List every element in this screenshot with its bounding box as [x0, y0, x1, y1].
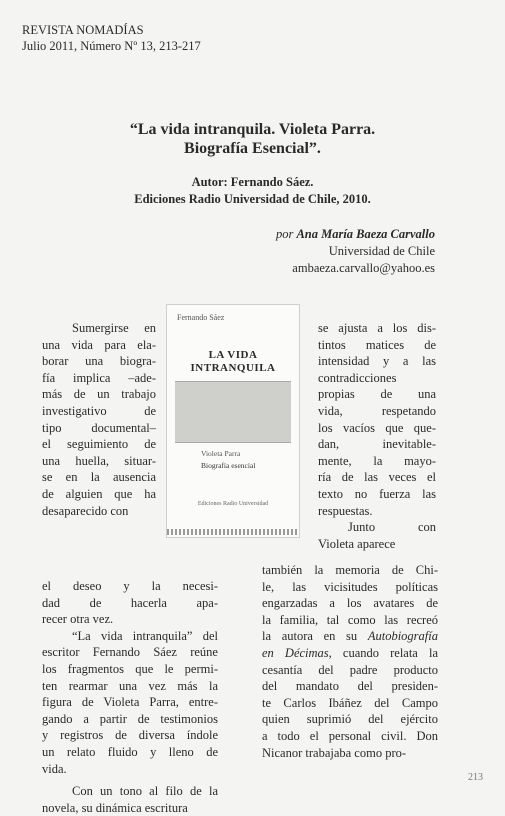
text-line: ría de las veces el — [318, 470, 436, 485]
text-line: Violeta aparece — [318, 536, 396, 551]
text-line: escritor Fernando Sáez reúne — [42, 645, 218, 660]
text-line: los fragmentos que le permi- — [42, 661, 218, 676]
text-line: dad de hacerla apa- — [42, 595, 218, 610]
text-line: el deseo y la necesi- — [42, 579, 218, 593]
cover-title-1: LA VIDA — [208, 349, 258, 361]
review-title — [0, 120, 505, 158]
body-column-a — [42, 320, 156, 519]
text-line: recer otra vez. — [42, 612, 114, 627]
column-c-text — [318, 320, 436, 519]
text-line: del mandato del presiden- — [262, 679, 438, 694]
text-line: la autora en su Autobiografía — [262, 629, 438, 644]
text-line: “La vida intranquila” del — [72, 628, 218, 643]
text-line: de alguien que ha — [42, 486, 156, 501]
title-line-1: “La vida intranquila. Violeta Parra. — [129, 121, 376, 138]
text-line: mente, la mayo- — [318, 453, 436, 468]
text-line: cesantía del padre producto — [262, 662, 438, 677]
text-line: engarzadas a los avatares de — [262, 596, 438, 611]
text-line: una huella, situar- — [42, 453, 156, 468]
text-line: Nicanor trabajaba como pro- — [262, 745, 407, 760]
text-line: intensidad y a las — [318, 354, 436, 369]
journal-header — [22, 22, 201, 54]
text-line: más de un trabajo — [42, 387, 156, 402]
book-cover-image — [166, 304, 300, 538]
text-line: a todo el personal civil. Don — [262, 728, 438, 743]
text-line: y registros de diversa índole — [42, 728, 218, 743]
text-line: dan, inevitable- — [318, 437, 436, 452]
book-credit — [0, 174, 505, 208]
cover-barcode-strip — [167, 529, 299, 535]
body-column-b — [42, 578, 218, 816]
cover-title-2: INTRANQUILA — [190, 362, 276, 374]
cover-publisher: Ediciones Radio Universidad — [197, 501, 269, 507]
text-line: tipo documental– — [42, 420, 156, 435]
issue-info: Julio 2011, Número Nº 13, 213-217 — [22, 39, 201, 53]
text-line: un relato fluido y lleno de — [42, 744, 218, 759]
text-line: también la memoria de Chi- — [262, 563, 438, 577]
reviewer-name: Ana María Baeza Carvallo — [296, 227, 435, 241]
body-column-c — [318, 320, 436, 552]
text-line: le, las vicisitudes políticas — [262, 579, 438, 594]
text-line: propias de una — [318, 387, 436, 402]
paragraph-1-end — [42, 578, 218, 628]
cover-title — [167, 349, 299, 375]
paragraph-2 — [42, 628, 218, 777]
text-line: en Décimas, cuando relata la — [262, 645, 438, 660]
text-line: figura de Violeta Parra, entre- — [42, 695, 218, 710]
text-line: se ajusta a los dis- — [318, 321, 436, 335]
reviewer-affiliation: Universidad de Chile — [328, 244, 435, 258]
text-line: se en la ausencia — [42, 470, 156, 485]
byline-por: por — [275, 227, 294, 241]
column-c-paragraph — [318, 519, 436, 552]
text-line: los vacíos que que- — [318, 420, 436, 435]
text-line: gando a partir de testimonios — [42, 711, 218, 726]
journal-name: REVISTA NOMADÍAS — [22, 23, 144, 37]
text-line: tintos matices de — [318, 337, 436, 352]
reviewer-email: ambaeza.carvallo@yahoo.es — [292, 261, 435, 275]
text-line: la familia, tal como las recreó — [262, 612, 438, 627]
text-line: el seguimiento de — [42, 437, 156, 452]
text-line: novela, su dinámica escritura — [42, 800, 188, 815]
text-line: te Carlos Ibáñez del Campo — [262, 695, 438, 710]
page-number: 213 — [468, 772, 483, 783]
cover-subtitle-2: Biografía esencial — [201, 461, 256, 470]
text-line: contradicciones — [318, 370, 397, 385]
cover-subtitle-1: Violeta Parra — [201, 449, 241, 458]
text-line: Junto con — [348, 520, 436, 535]
text-line: Con un tono al filo de la — [72, 784, 218, 799]
book-author: Autor: Fernando Sáez. — [191, 175, 314, 189]
book-publisher: Ediciones Radio Universidad de Chile, 2010. — [134, 192, 371, 206]
text-line: respuestas. — [318, 503, 373, 518]
text-line: vida. — [42, 761, 67, 776]
byline — [276, 226, 435, 277]
cover-photo — [175, 381, 291, 443]
title-line-2: Biografía Esencial”. — [184, 140, 321, 157]
text-line: investigativo de — [42, 403, 156, 418]
text-line: fía implica –ade- — [42, 370, 156, 385]
text-line: borar una biogra- — [42, 354, 156, 369]
cover-author: Fernando Sáez — [177, 313, 225, 322]
text-line: desaparecido con — [42, 503, 129, 518]
text-line: ten rearmar una vez más la — [42, 678, 218, 693]
text-line: una vida para ela- — [42, 337, 156, 352]
text-line: Sumergirse en — [72, 321, 156, 335]
text-line: quien suprimió del ejército — [262, 712, 438, 727]
body-column-d — [262, 562, 438, 761]
text-line: texto no fuerza las — [318, 486, 436, 501]
text-line: vida, respetando — [318, 403, 436, 418]
